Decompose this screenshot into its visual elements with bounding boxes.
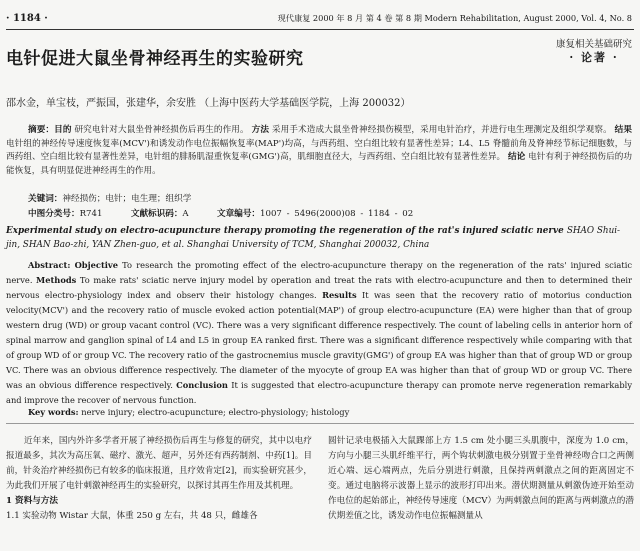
page-number: · 1184 · [6,13,48,24]
abstract-en-results-label: Results [322,290,357,300]
abstract-zh-conclusion: 电针有利于神经损伤后的功能恢复，具有明显促进神经再生的作用。 [6,152,632,176]
section-tag [556,38,632,64]
article-title-zh: 电针促进大鼠坐骨神经再生的实验研究 [6,49,304,69]
keywords-en [28,406,628,420]
abstract-en-objective-label: Objective [74,260,119,270]
abstract-en-objective: To research the promoting effect of the electro-acupuncture therapy on the regeneration of the rats' injured sciatic nerve. [6,260,632,285]
intro-paragraph: 近年来，国内外许多学者开展了神经损伤后再生与修复的研究，其中以电疗报道最多，其次为高压氧、磁疗、激光、超声，另外还有西药制剂、中药[1]。目前，针灸治疗神经损伤已有较多的临床报道，且疗效肯定[2]，而实验研究甚少，为此我们开展了电针刺激神经再生的实验研究，以探讨其再生作用及其机理。 [6,436,312,491]
authors-zh: 邵水金，单宝枝，严振国，张建华，余安胜 （上海中医药大学基础医学院，上海 200032） [6,98,411,109]
abstract-en-methods-label: Methods [36,275,77,285]
keywords-en-label: Key words: [28,407,79,417]
abstract-zh-conclusion-label: 结论 [508,152,526,162]
abstract-zh-label: 摘要：目的 [28,125,72,135]
title-en-text: Experimental study on electro-acupuncture therapy promoting the regeneration of the rat's injured sciatic nerve [6,226,564,236]
abstract-zh-methods: 采用手术造成大鼠坐骨神经损伤模型，采用电针治疗，并进行电生理测定及组织学观察。 [271,125,612,135]
subsection-experimental-animals: 1.1 实验动物 Wistar 大鼠，体重 250 g 左右，共 48 只，雌雄各 [6,511,258,521]
abstract-zh-methods-label: 方法 [251,125,270,135]
abstract-zh-results: 电针组的神经传导速度恢复率(MCV')和诱发动作电位振幅恢复率(MAP')均高，与西药组、空白组比较有显著性差异；L4、L5 脊髓前角及脊神经节标记细胞数，与西药组、空白组比较有显著性差异，电针组的腓肠肌湿重恢复率(GMG')高，肌细胞直径大，与西药组、空白组比较有显著性差异。 [6,138,632,162]
section-heading-materials-methods: 1 资料与方法 [6,496,58,506]
keywords-en-text: nerve injury; electro-acupuncture; electro-physiology; histology [81,407,350,417]
clc-value: R741 [79,209,103,219]
journal-running-header: 现代康复 2000 年 8 月 第 4 卷 第 8 期 Modern Rehabilitation, August 2000, Vol. 4, No. 8 [277,13,632,23]
methods-paragraph: 圆针记录电极插入大鼠踝部上方 1.5 cm 处小腿三头肌腹中，深度为 1.0 cm，方向与小腿三头肌纤维平行，两个钩状刺激电极分别置于坐骨神经吻合口之两侧近心端、远心端两点，先后分别进行刺激，且保持两刺激点之间的距离固定不变。通过电脑将示波器上显示的波形打印出来。潜伏期测量从刺激伪迹开始至动作电位的起始部止，神经传导速度（MCV）为两刺激点间的距离与两刺激点的潜伏期差值之比，诱发动作电位振幅测量从 [328,436,634,521]
doc-code-label: 文献标识码： [130,209,183,219]
clc-label: 中图分类号： [28,209,80,219]
article-title-en [6,224,634,252]
keywords-zh-label: 关键词： [28,194,63,204]
body-divider [6,423,634,424]
keywords-zh [28,193,628,207]
classification-zh [28,208,628,222]
abstract-en-conclusion-label: Conclusion [176,380,228,390]
doc-code-value: A [182,209,189,219]
authors-en: SHAO Shui-jin, SHAN Bao-zhi, YAN Zhen-guo, et al. Shanghai University of TCM, Shanghai 200032, China [6,226,621,250]
article-number-label: 文章编号： [217,209,261,219]
abstract-en-conclusion: It is suggested that electro-acupuncture therapy can promote nerve regeneration remarkably and improve the recover of nervous function. [6,380,633,405]
abstract-en-label: Abstract: [28,260,71,270]
abstract-en [6,258,632,408]
section-tag-type: · 论著 · [569,51,619,64]
section-tag-category: 康复相关基础研究 [555,39,632,50]
abstract-zh-objective: 研究电针对大鼠坐骨神经损伤后再生的作用。 [74,125,249,135]
abstract-zh-results-label: 结果 [614,125,632,135]
abstract-en-results: It was seen that the recovery ratio of motorius conduction velocity(MCV') and the recovery ratio of muscle evoked action potential(MAP') of group electro-acupuncture (EA) were higher than that of group western drug (WD) or group vacant control (VC). There was a very significant difference respectively. The count of labeling cells in anterior horn of spinal marrow and ganglion spinal of L4 and L5 in group EA ranked first. There was a significant difference respectively while comparing with that of group WD of or group VC. The recovery ratio of the gastrocnemius muscle gravity(GMG') of group EA was higher than that of group WD or group VC. There was an obvious difference respectively. The diameter of the myocyte of group EA was higher than that of group WD or group VC. There was an obvious difference respectively. [6,290,632,390]
keywords-zh-text: 神经损伤；电针；电生理；组织学 [62,194,192,204]
abstract-zh [6,124,632,178]
body-column-left [6,434,312,524]
article-number-value: 1007 - 5496(2000)08 - 1184 - 02 [260,209,414,219]
body-column-right [328,434,634,524]
header-divider [6,29,634,30]
abstract-en-methods: To make rats' sciatic nerve injury model by operation and treat the rats with electro-acupuncture and then to determined their nervous electro-physiology index and observ their histology changes. [6,275,632,300]
